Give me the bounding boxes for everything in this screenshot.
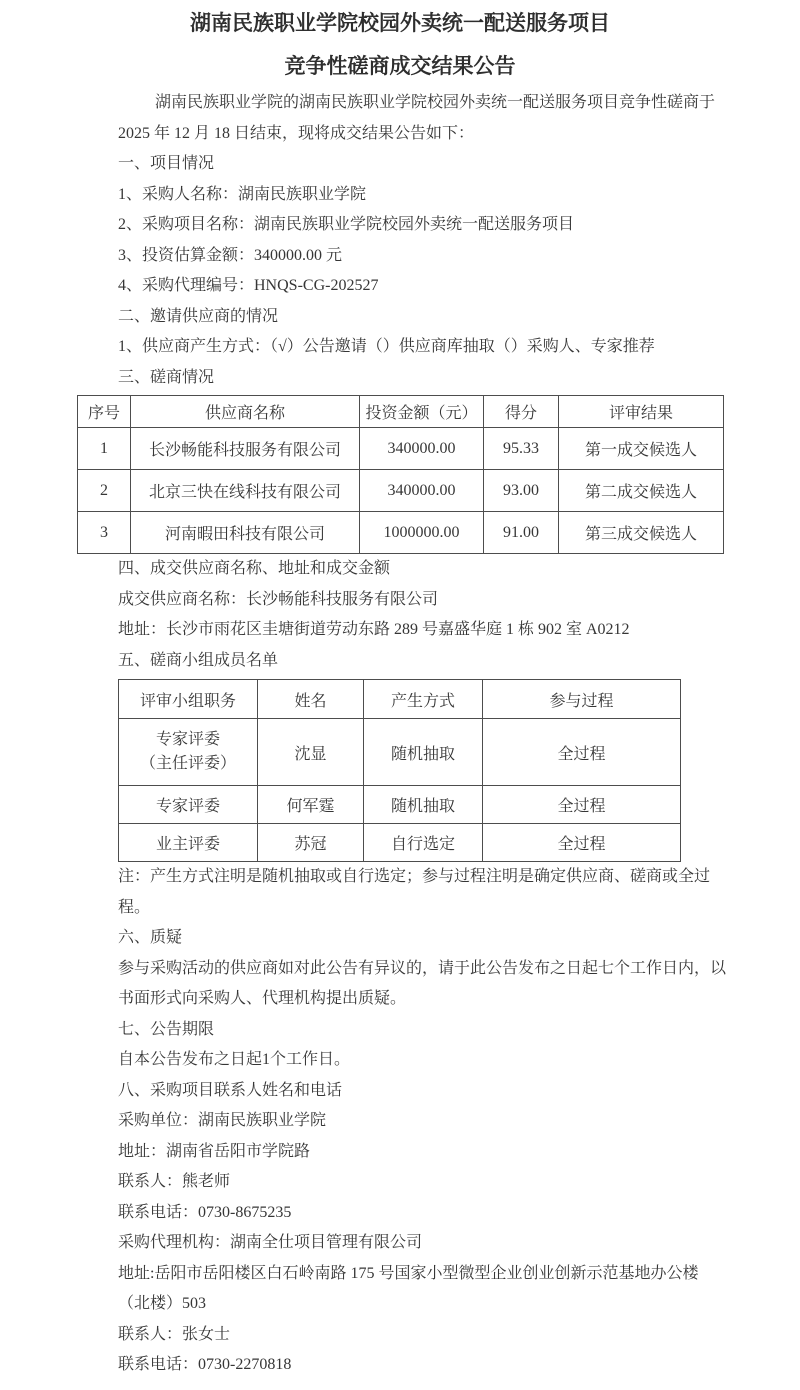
- section2-heading: 二、邀请供应商的情况: [118, 307, 279, 325]
- agency-contact-phone: 联系电话：0730-2270818: [118, 1356, 292, 1373]
- cell-name: 何军霆: [258, 786, 364, 824]
- suppliers-table-header-row: [78, 396, 724, 428]
- section3-heading: 三、磋商情况: [118, 368, 215, 386]
- section4-heading: 四、成交供应商名称、地址和成交金额: [118, 560, 391, 577]
- cell-role: 专家评委: [119, 786, 258, 824]
- section8-heading: 八、采购项目联系人姓名和电话: [118, 1081, 343, 1099]
- cell-supplier-name: 河南暇田科技有限公司: [131, 512, 360, 554]
- col-header-name: 姓名: [258, 680, 364, 719]
- cell-score: 93.00: [484, 470, 559, 512]
- cell-name: 沈显: [258, 719, 364, 786]
- cell-selection-method: 自行选定: [364, 824, 483, 862]
- cell-score: 91.00: [484, 512, 559, 554]
- section5-heading: 五、磋商小组成员名单: [118, 651, 279, 669]
- cell-amount: 340000.00: [360, 428, 484, 470]
- cell-participation: 全过程: [483, 786, 681, 824]
- col-header-selection-method: 产生方式: [364, 680, 483, 719]
- col-header-index: 序号: [78, 396, 131, 428]
- cell-index: 3: [78, 512, 131, 554]
- cell-role: 业主评委: [119, 824, 258, 862]
- cell-participation: 全过程: [483, 824, 681, 862]
- agency-contact-person: 联系人：张女士: [118, 1325, 231, 1343]
- cell-selection-method: 随机抽取: [364, 719, 483, 786]
- supplier-row-3: [78, 512, 724, 554]
- section1-item-budget: 3、投资估算金额：340000.00 元: [118, 246, 343, 264]
- committee-row-1: [119, 719, 681, 786]
- col-header-review-result: 评审结果: [559, 396, 724, 428]
- cell-role: [119, 719, 258, 786]
- section1-heading: 一、项目情况: [118, 155, 215, 172]
- winning-supplier-name: 成交供应商名称：长沙畅能科技服务有限公司: [118, 590, 439, 608]
- buyer-unit: 采购单位：湖南民族职业学院: [118, 1112, 327, 1129]
- committee-table: [118, 679, 681, 862]
- committee-row-2: [119, 786, 681, 824]
- committee-row-3: [119, 824, 681, 862]
- intro-paragraph: 湖南民族职业学院的湖南民族职业学院校园外卖统一配送服务项目竞争性磋商于 2025 年 12 月 18 日结束，现将成交结果公告如下：: [118, 94, 716, 142]
- section7-heading: 七、公告期限: [118, 1020, 215, 1038]
- cell-review-result: 第一成交候选人: [559, 428, 724, 470]
- agency-name: 采购代理机构：湖南全仕项目管理有限公司: [118, 1234, 423, 1251]
- cell-participation: 全过程: [483, 719, 681, 786]
- cell-review-result: 第二成交候选人: [559, 470, 724, 512]
- cell-role-line2: （主任评委）: [139, 755, 236, 772]
- section1-item-project-name: 2、采购项目名称：湖南民族职业学院校园外卖统一配送服务项目: [118, 216, 575, 233]
- cell-index: 1: [78, 428, 131, 470]
- section6-body: 参与采购活动的供应商如对此公告有异议的，请于此公告发布之日起七个工作日内，以书面形式向采购人、代理机构提出质疑。: [118, 959, 727, 1007]
- supplier-row-2: [78, 470, 724, 512]
- committee-table-header-row: [119, 680, 681, 719]
- cell-role-line1: 专家评委: [155, 731, 220, 748]
- section7-body: 自本公告发布之日起1个工作日。: [118, 1051, 351, 1068]
- cell-name: 苏冠: [258, 824, 364, 862]
- col-header-supplier-name: 供应商名称: [131, 396, 360, 428]
- buyer-contact-person: 联系人：熊老师: [118, 1173, 231, 1190]
- document-title-line1: 湖南民族职业学院校园外卖统一配送服务项目: [190, 11, 610, 35]
- cell-score: 95.33: [484, 428, 559, 470]
- suppliers-table: [77, 395, 724, 554]
- document-title-line2: 竞争性磋商成交结果公告: [284, 54, 516, 78]
- buyer-address: 地址：湖南省岳阳市学院路: [118, 1142, 311, 1160]
- winning-supplier-address: 地址：长沙市雨花区圭塘街道劳动东路 289 号嘉盛华庭 1 栋 902 室 A0212: [118, 621, 630, 638]
- col-header-participation: 参与过程: [483, 680, 681, 719]
- section6-heading: 六、质疑: [118, 929, 183, 946]
- committee-note: 注：产生方式注明是随机抽取或自行选定；参与过程注明是确定供应商、磋商或全过程。: [118, 868, 711, 916]
- buyer-contact-phone: 联系电话：0730-8675235: [118, 1203, 292, 1221]
- col-header-amount: 投资金额（元）: [360, 396, 484, 428]
- agency-address: 地址:岳阳市岳阳楼区白石岭南路 175 号国家小型微型企业创业创新示范基地办公楼（北楼）503: [118, 1264, 699, 1312]
- cell-supplier-name: 长沙畅能科技服务有限公司: [131, 428, 360, 470]
- cell-supplier-name: 北京三快在线科技有限公司: [131, 470, 360, 512]
- section1-item-agency-code: 4、采购代理编号：HNQS-CG-202527: [118, 277, 379, 294]
- col-header-committee-role: 评审小组职务: [119, 680, 258, 719]
- cell-index: 2: [78, 470, 131, 512]
- section2-item-supplier-source: 1、供应商产生方式：（√）公告邀请（）供应商库抽取（）采购人、专家推荐: [118, 338, 655, 355]
- section1-item-buyer: 1、采购人名称：湖南民族职业学院: [118, 185, 367, 203]
- cell-selection-method: 随机抽取: [364, 786, 483, 824]
- cell-review-result: 第三成交候选人: [559, 512, 724, 554]
- col-header-score: 得分: [484, 396, 559, 428]
- cell-amount: 1000000.00: [360, 512, 484, 554]
- cell-amount: 340000.00: [360, 470, 484, 512]
- supplier-row-1: [78, 428, 724, 470]
